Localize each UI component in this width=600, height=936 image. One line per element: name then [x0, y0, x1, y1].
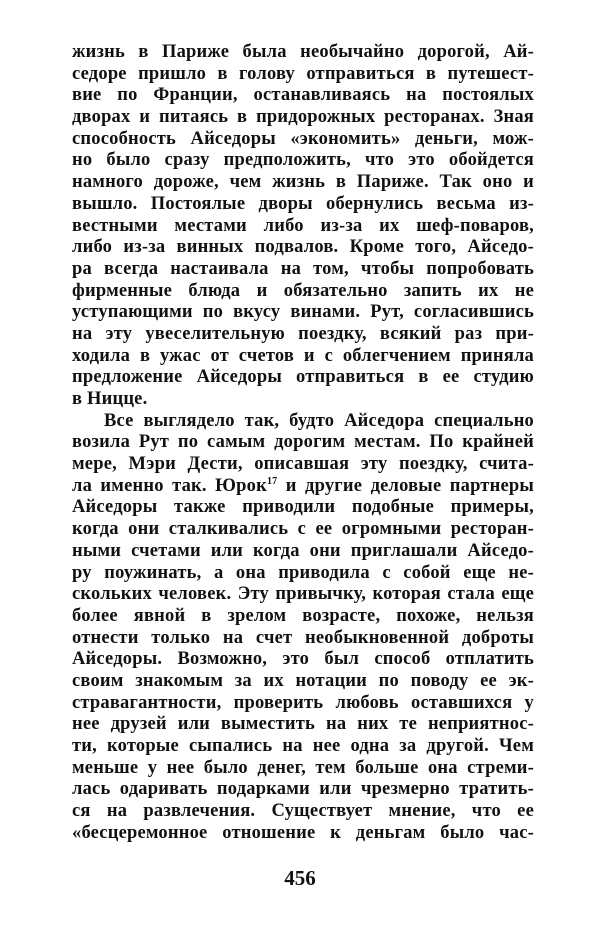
text-line: намного дороже, чем жизнь в Париже. Так оно и — [72, 172, 534, 193]
text-line: «бесцеремонное отношение к деньгам было час- — [72, 822, 534, 843]
text-line: стравагантности, проверить любовь оставшихся у — [72, 692, 534, 713]
text-line: седоре пришло в голову отправиться в путешест- — [72, 63, 534, 84]
text-line: Айседоры. Возможно, это был способ отплатить — [72, 649, 534, 670]
text-line: ти, которые сыпались на нее одна за другой. Чем — [72, 736, 534, 756]
page-number: 456 — [284, 866, 316, 890]
text-segment: и другие деловые партнеры — [277, 475, 534, 496]
text-line: меньше у нее было денег, тем больше она стреми- — [72, 757, 534, 778]
text-line: жизнь в Париже была необычайно дорогой, Ай- — [72, 42, 534, 62]
text-line: ными счетами или когда они приглашали Айседо- — [72, 540, 534, 561]
text-line: нее друзей или выместить на них те неприятнос- — [72, 714, 534, 735]
text-segment: ла именно так. Юрок — [72, 475, 267, 496]
text-line: уступающими по вкусу винами. Рут, согласившись — [72, 302, 534, 323]
text-line: но было сразу предположить, что это обойдется — [72, 150, 534, 171]
text-line: в Ницце. — [72, 389, 148, 409]
text-line: когда они сталкивались с ее огромными ресторан- — [72, 519, 534, 540]
text-line: на эту увеселительную поездку, всякий раз при- — [72, 323, 534, 344]
text-line-with-footnote — [72, 476, 534, 498]
text-line: фирменные блюда и обязательно запить их не — [72, 280, 534, 301]
footnote-reference: 17 — [266, 475, 278, 487]
text-line: дворах и питаясь в придорожных ресторанах. Зная — [72, 107, 534, 128]
text-line: способность Айседоры «экономить» деньги, мож- — [72, 128, 534, 149]
text-line: Айседоры также приводили подобные примеры, — [72, 497, 534, 518]
text-line: предложение Айседоры отправиться в ее студию — [72, 367, 534, 388]
text-line: Все выглядело так, будто Айседора специально — [104, 410, 534, 431]
text-line: более явной в зрелом возрасте, похоже, нельзя — [72, 605, 534, 626]
text-line: вие по Франции, останавливаясь на постоялых — [72, 85, 534, 106]
text-line: отнести только на счет необыкновенной доброты — [72, 627, 534, 648]
text-line: скольких человек. Эту привычку, которая стала еще — [72, 584, 534, 605]
text-line: ра всегда настаивала на том, чтобы попробовать — [72, 258, 534, 279]
page-body — [72, 42, 534, 844]
text-line: ру поужинать, а она приводила с собой еще не- — [72, 562, 534, 583]
text-line: возила Рут по самым дорогим местам. По крайней — [72, 432, 534, 453]
text-line: либо из-за винных подвалов. Кроме того, Айседо- — [72, 237, 534, 258]
text-line: вестными местами либо из-за их шеф-поваров, — [72, 215, 534, 236]
text-line: мере, Мэри Дести, описавшая эту поездку, счита- — [72, 454, 534, 475]
text-line: своим знакомым за их нотации по поводу ее эк- — [72, 670, 534, 691]
text-line: ходила в ужас от счетов и с облегчением приняла — [72, 345, 534, 366]
text-line: вышло. Постоялые дворы обернулись весьма из- — [72, 193, 534, 214]
text-line: ся на развлечения. Существует мнение, что ее — [72, 801, 534, 822]
text-line: лась одаривать подарками или чрезмерно тратить- — [72, 779, 534, 800]
